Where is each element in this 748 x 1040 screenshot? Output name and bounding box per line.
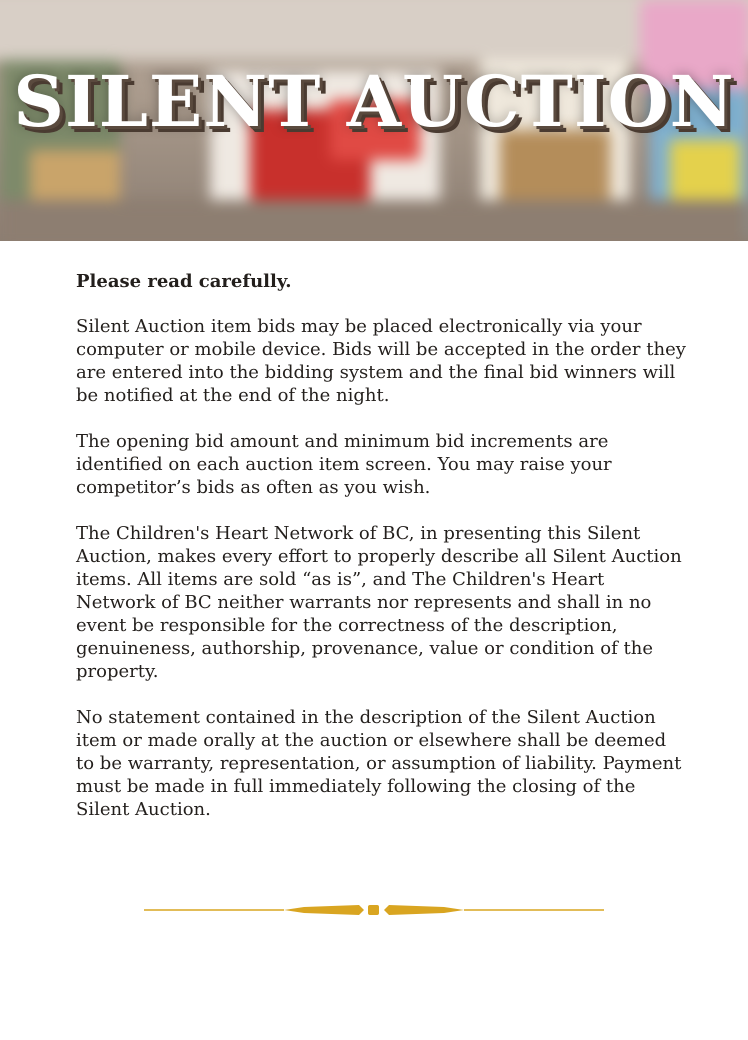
header-banner <box>0 0 748 241</box>
divider-center-dot <box>368 905 379 915</box>
instructions-heading: Please read carefully. <box>76 271 292 292</box>
ornamental-divider <box>144 898 604 922</box>
divider-flourish-right <box>384 905 464 915</box>
paragraph-liability: No statement contained in the description of the Silent Auction item or made orally at the auction or elsewhere shall be deemed to be warranty, representation, or assumption of liability. Payment must be made in full immediately following the closing of the Silent Auction. <box>76 707 682 820</box>
paragraph-bidding: Silent Auction item bids may be placed electronically via your computer or mobile device. Bids will be accepted in the order they are entered into the bidding system and the final bid winners will be notified at the end of the night. <box>76 316 686 406</box>
banner-title: SILENT AUCTION <box>13 60 735 143</box>
paragraph-disclaimer: The Children's Heart Network of BC, in presenting this Silent Auction, makes every effort to properly describe all Silent Auction items. All items are sold “as is”, and The Children's Heart Network of BC neither warrants nor represents and shall in no event be responsible for the correctness of the description, genuineness, authorship, provenance, value or condition of the property. <box>76 523 682 682</box>
divider-flourish-left <box>284 905 364 915</box>
instructions-section <box>76 270 686 844</box>
paragraph-bid-increments: The opening bid amount and minimum bid increments are identified on each auction item screen. You may raise your competitor’s bids as often as you wish. <box>76 431 612 498</box>
